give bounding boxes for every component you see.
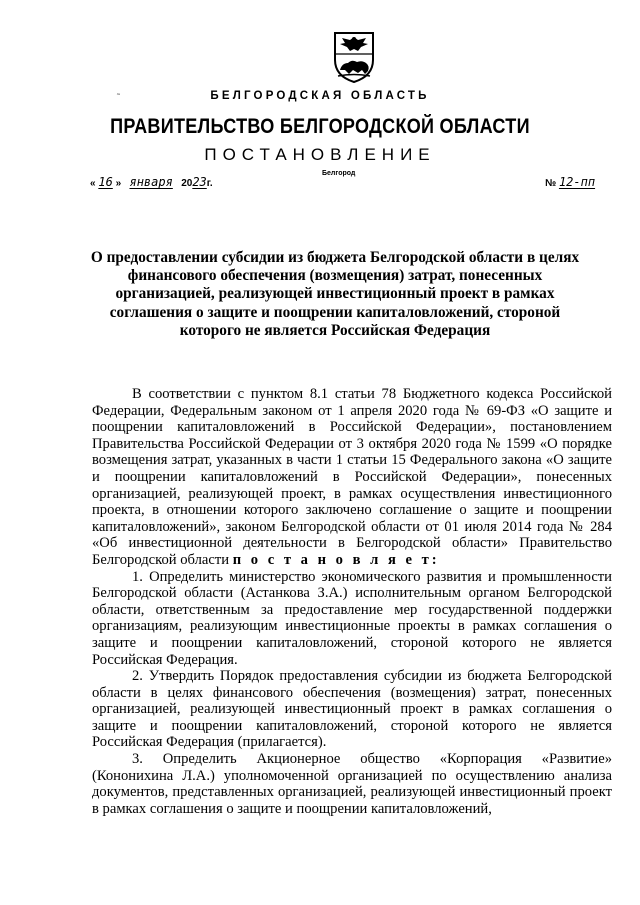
document-title: О предоставлении субсидии из бюджета Белгородской области в целях финансового обеспечения (возмещения) затрат, понесенных организацией, реализующей инвестиционный проект в рамках соглашения о защите и поощрении капиталовложений, стороной которого не является Российская Федерация <box>90 249 580 339</box>
number-label: № <box>545 178 557 189</box>
document-body <box>92 386 612 817</box>
government-name: ПРАВИТЕЛЬСТВО БЕЛГОРОДСКОЙ ОБЛАСТИ <box>110 115 530 138</box>
date-year-abbr: г. <box>206 178 213 189</box>
date-year-prefix: 20 <box>181 178 193 189</box>
date-year-suffix: 23 <box>192 175 207 189</box>
belgorod-coat-of-arms-icon <box>332 30 376 84</box>
preamble-paragraph <box>92 386 612 569</box>
resolves-keyword: п о с т а н о в л я е т: <box>232 551 440 568</box>
list-item: 3. Определить Акционерное общество «Корпорация «Развитие» (Кононихина Л.А.) уполномоченной организацией по осуществлению анализа документов, представленных организацией, реализующей инвестиционный проект в рамках соглашения о защите и поощрении капиталовложений, <box>92 751 612 817</box>
document-type: ПОСТАНОВЛЕНИЕ <box>204 145 436 164</box>
number-value: 12-пп <box>558 175 596 189</box>
scan-mark: ˜ <box>117 92 120 102</box>
document-number <box>545 175 595 189</box>
document-date <box>90 175 213 189</box>
date-day: 16 <box>98 175 113 189</box>
list-item: 1. Определить министерство экономического развития и промышленности Белгородской области (Астанкова З.А.) исполнительным органом Белгородской области, ответственным за предоставление мер государственной поддержки организациям, реализующим инвестиционные проекты в рамках соглашения о защите и поощрении капиталовложений, стороной которого не является Российская Федерация. <box>92 568 612 668</box>
preamble-text: В соответствии с пунктом 8.1 статьи 78 Бюджетного кодекса Российской Федерации, Федеральным законом от 1 апреля 2020 года № 69-ФЗ «О защите и поощрении капиталовложений в Российской Федерации», постановлением Правительства Российской Федерации от 3 октября 2020 года № 1599 «О порядке возмещения затрат, указанных в части 1 статьи 15 Федерального закона «О защите и поощрении капиталовложений в Российской Федерации», понесенных организацией, реализующей проект, в рамках осуществления инвестиционного проекта, в отношении которого заключено соглашение о защите и поощрении капиталовложений», законом Белгородской области от 01 июля 2014 года № 284 «Об инвестиционной деятельности в Белгородской области» Правительство Белгородской области <box>92 386 612 568</box>
date-open-quote: « <box>90 178 96 189</box>
list-item: 2. Утвердить Порядок предоставления субсидии из бюджета Белгородской области в целях финансового обеспечения (возмещения) затрат, понесенных организацией, реализующей инвестиционный проект в рамках соглашения о защите и поощрении капиталовложений, стороной которого не является Российская Федерация (прилагается). <box>92 668 612 751</box>
date-month: января <box>129 175 173 189</box>
region-name: БЕЛГОРОДСКАЯ ОБЛАСТЬ <box>210 90 430 102</box>
date-close-quote: » <box>115 178 122 189</box>
city-name: Белгород <box>322 170 356 177</box>
